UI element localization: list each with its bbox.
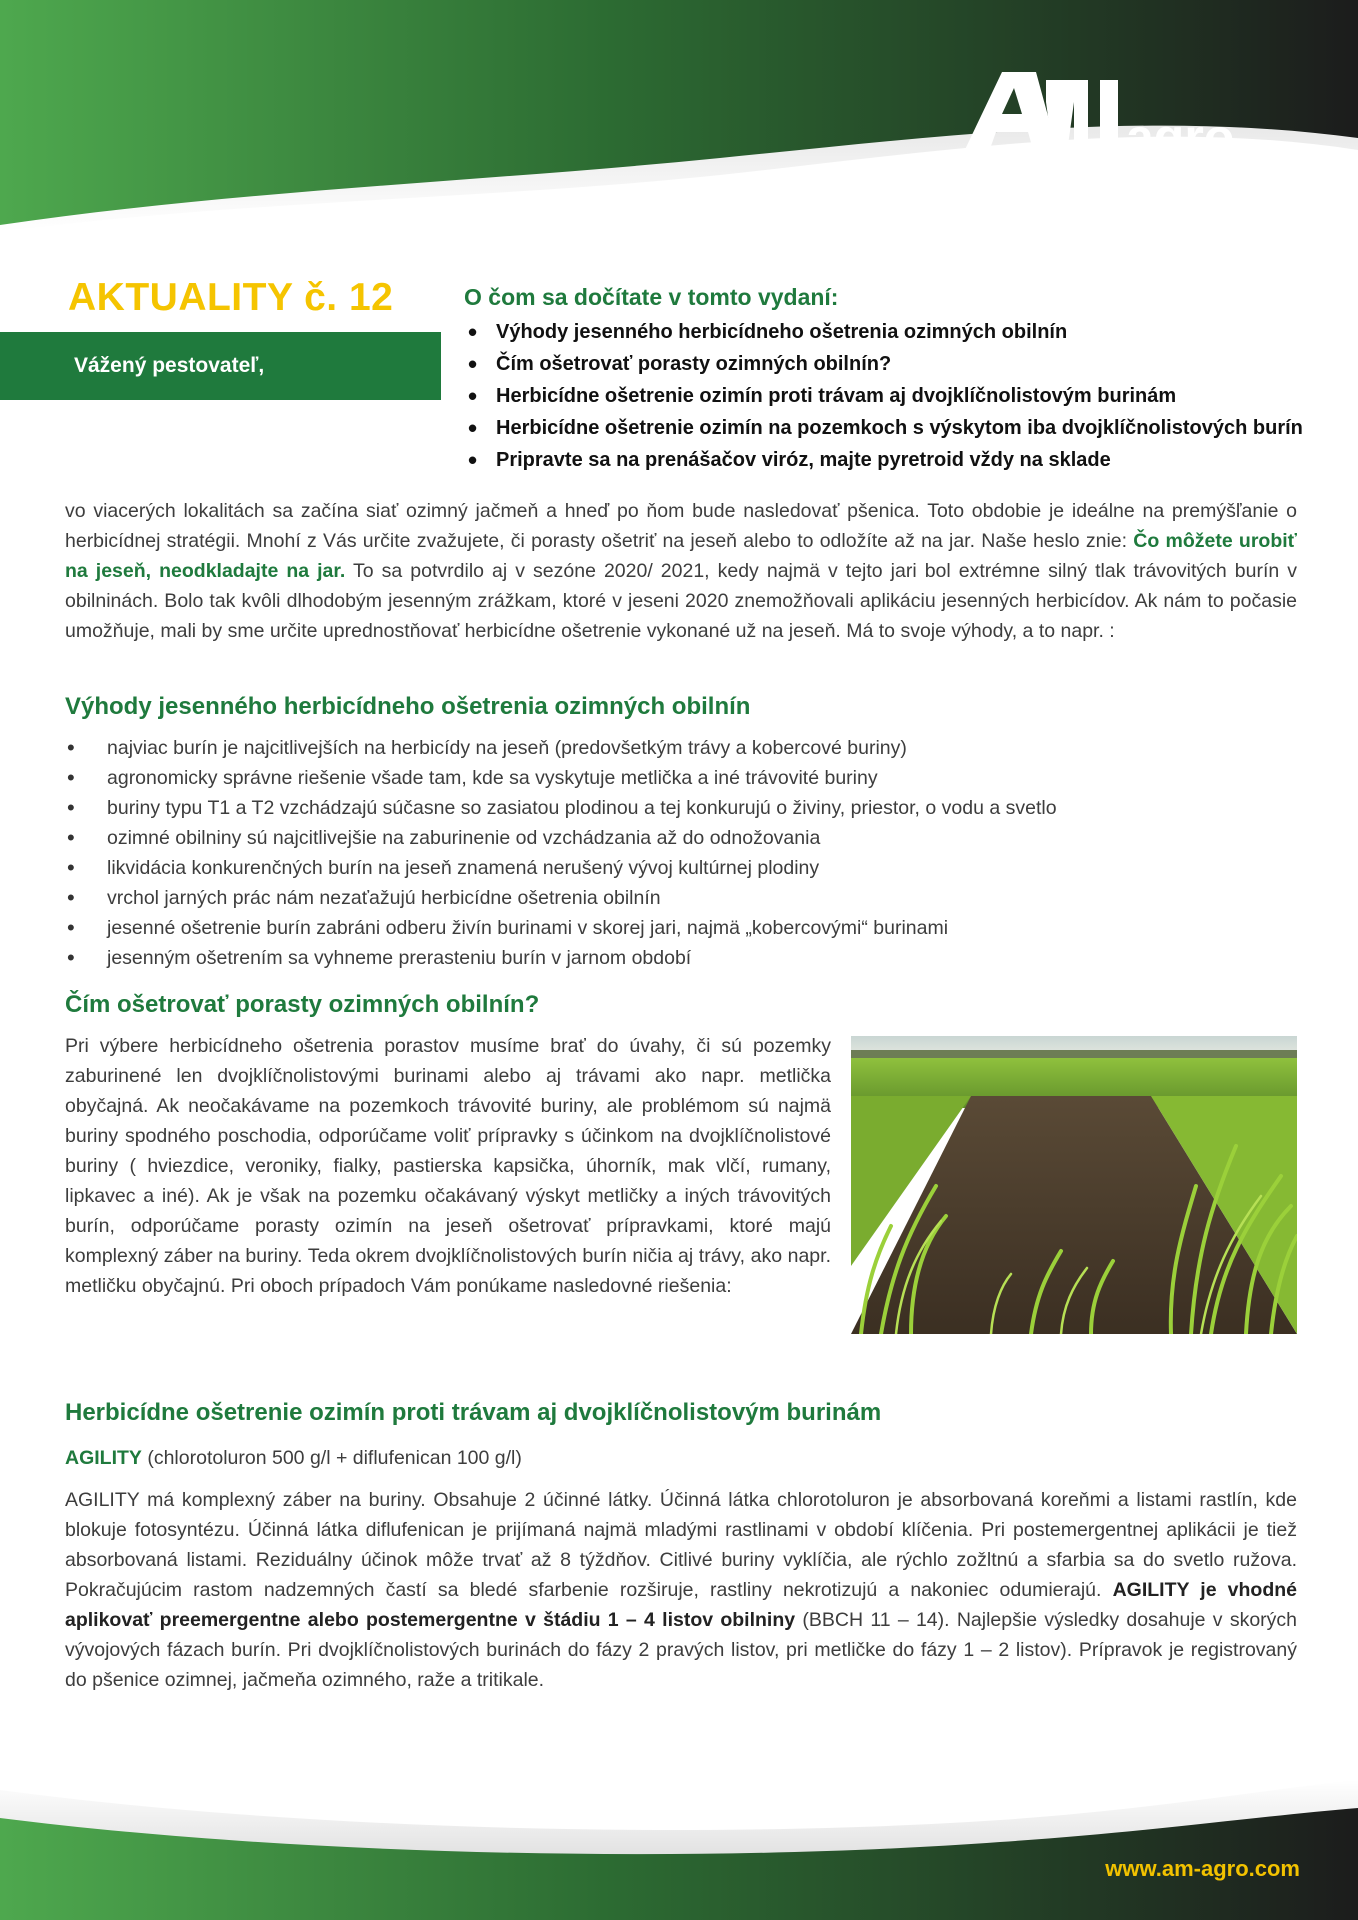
- website-link[interactable]: www.am-agro.com: [1105, 1856, 1300, 1881]
- toc-item[interactable]: • Pripravte sa na prenášačov viróz, majte pyretroid vždy na sklade: [464, 444, 1303, 476]
- intro-paragraph: [65, 496, 1297, 646]
- advantage-item: • agronomicky správne riešenie všade tam, kde sa vyskytuje metlička a iné trávovité buriny: [65, 763, 1057, 793]
- toc-item[interactable]: • Herbicídne ošetrenie ozimín na pozemkoch s výskytom iba dvojklíčnolistových burín: [464, 412, 1303, 444]
- toc-list: [464, 316, 1303, 476]
- product-name: AGILITY: [65, 1447, 142, 1469]
- intro-motto: Čo môžete urobiť na jeseň, neodkladajte na jar.: [65, 530, 1298, 582]
- toc-heading: O čom sa dočítate v tomto vydaní:: [464, 284, 839, 310]
- issue-title: AKTUALITY č. 12: [68, 276, 394, 319]
- intro-text-2: To sa potvrdilo aj v sezóne 2020/ 2021, kedy najmä v tejto jari bol extrémne silný tlak trávovitých burín v obilninách. Bolo tak kvôli dlhodobým jesenným zrážkam, ktoré v jeseni 2020 znemožňovali aplikáciu jesenných herbicídov. Ak nám to počasie umožňuje, mali by sme určite uprednostňovať herbicídne ošetrenie vykonané už na jeseň. Má to svoje výhody, a to napr. :: [65, 560, 1297, 642]
- agility-paragraph: [65, 1485, 1297, 1695]
- advantages-heading: Výhody jesenného herbicídneho ošetrenia ozimných obilnín: [65, 693, 751, 720]
- agility-text-1: AGILITY má komplexný záber na buriny. Obsahuje 2 účinné látky. Účinná látka chlorotoluron je absorbovaná koreňmi a listami rastlín, kde blokuje fotosyntézu. Účinná látka diflufenican je prijímaná najmä mladými rastlinami v období klíčenia. Pri postemergentnej aplikácii je tiež absorbovaná listami. Reziduálny účinok môže trvať až 8 týždňov. Citlivé buriny vyklíčia, ale rýchlo zožltnú a sfarbia sa do svetlo ružova. Pokračujúcim rastom nadzemných častí sa bledé sfarbenie rozširuje, rastliny nekrotizujú a nakoniec odumierajú.: [65, 1489, 1297, 1601]
- wheat-field-photo: [851, 1036, 1297, 1334]
- treatment-paragraph: Pri výbere herbicídneho ošetrenia porastov musíme brať do úvahy, či sú pozemky zaburinené len dvojklíčnolistovými burinami alebo aj trávami ako napr. metlička obyčajná. Ak neočakávame na pozemkoch trávovité buriny, ale problémom sú najmä buriny spodného poschodia, odporúčame voliť prípravky s účinkom na dvojklíčnolistové buriny ( hviezdice, veroniky, fialky, pastierska kapsička, úhorník, mak vlčí, rumany, lipkavec a iné). Ak je však na pozemku očakávaný výskyt metličky a iných trávovitých burín, odporúčame porasty ozimín na jeseň ošetrovať prípravkami, ktoré majú komplexný záber na buriny. Teda okrem dvojklíčnolistových burín ničia aj trávy, ako napr. metličku obyčajnú. Pri oboch prípadoch Vám ponúkame nasledovné riešenia:: [65, 1035, 831, 1297]
- footer-wave-band: [0, 1760, 1358, 1920]
- amagro-logo[interactable]: [950, 62, 1250, 172]
- advantages-list: [65, 733, 1057, 973]
- advantage-item: • jesenným ošetrením sa vyhneme prerasteniu burín v jarnom období: [65, 943, 1057, 973]
- advantage-item: • ozimné obilniny sú najcitlivejšie na zaburinenie od vzchádzania až do odnožovania: [65, 823, 1057, 853]
- advantage-item: • vrchol jarných prác nám nezaťažujú herbicídne ošetrenia obilnín: [65, 883, 1057, 913]
- toc-item[interactable]: • Herbicídne ošetrenie ozimín proti trávam aj dvojklíčnolistovým burinám: [464, 380, 1303, 412]
- treatment-heading: Čím ošetrovať porasty ozimných obilnín?: [65, 991, 540, 1018]
- product-line: [65, 1443, 1297, 1473]
- agility-highlight: AGILITY je vhodné aplikovať preemergentne alebo postemergentne v štádiu 1 – 4 listov obilniny: [65, 1579, 1298, 1631]
- advantage-item: • likvidácia konkurenčných burín na jeseň znamená nerušený vývoj kultúrnej plodiny: [65, 853, 1057, 883]
- toc-item[interactable]: • Výhody jesenného herbicídneho ošetrenia ozimných obilnín: [464, 316, 1303, 348]
- greeting-text: Vážený pestovateľ,: [74, 354, 265, 377]
- grass-section-heading: Herbicídne ošetrenie ozimín proti trávam aj dvojklíčnolistovým burinám: [65, 1399, 882, 1426]
- agility-text-2: (BBCH 11 – 14). Najlepšie výsledky dosahuje v skorých vývojových fázach burín. Pri dvojklíčnolistových burinách do fázy 2 pravých listov, pri metličke do fázy 1 – 2 listov). Prípravok je registrovaný do pšenice ozimnej, jačmeňa ozimného, raže a tritikale.: [65, 1609, 1298, 1691]
- advantage-item: • buriny typu T1 a T2 vzchádzajú súčasne so zasiatou plodinou a tej konkurujú o živiny, priestor, o vodu a svetlo: [65, 793, 1057, 823]
- advantage-item: • najviac burín je najcitlivejších na herbicídy na jeseň (predovšetkým trávy a kobercové buriny): [65, 733, 1057, 763]
- toc-item[interactable]: • Čím ošetrovať porasty ozimných obilnín?: [464, 348, 1303, 380]
- product-formula: (chlorotoluron 500 g/l + diflufenican 100 g/l): [141, 1447, 522, 1469]
- advantage-item: • jesenné ošetrenie burín zabráni odberu živín burinami v skorej jari, najmä „kobercovými“ burinami: [65, 913, 1057, 943]
- svg-text:agro: agro: [1126, 109, 1235, 165]
- intro-text-1: vo viacerých lokalitách sa začína siať ozimný jačmeň a hneď po ňom bude nasledovať pšenica. Toto obdobie je ideálne na premýšľanie o herbicídnej stratégii. Mnohí z Vás určite zvažujete, či porasty ošetriť na jeseň alebo to odložíte až na jar. Naše heslo znie:: [65, 500, 1297, 552]
